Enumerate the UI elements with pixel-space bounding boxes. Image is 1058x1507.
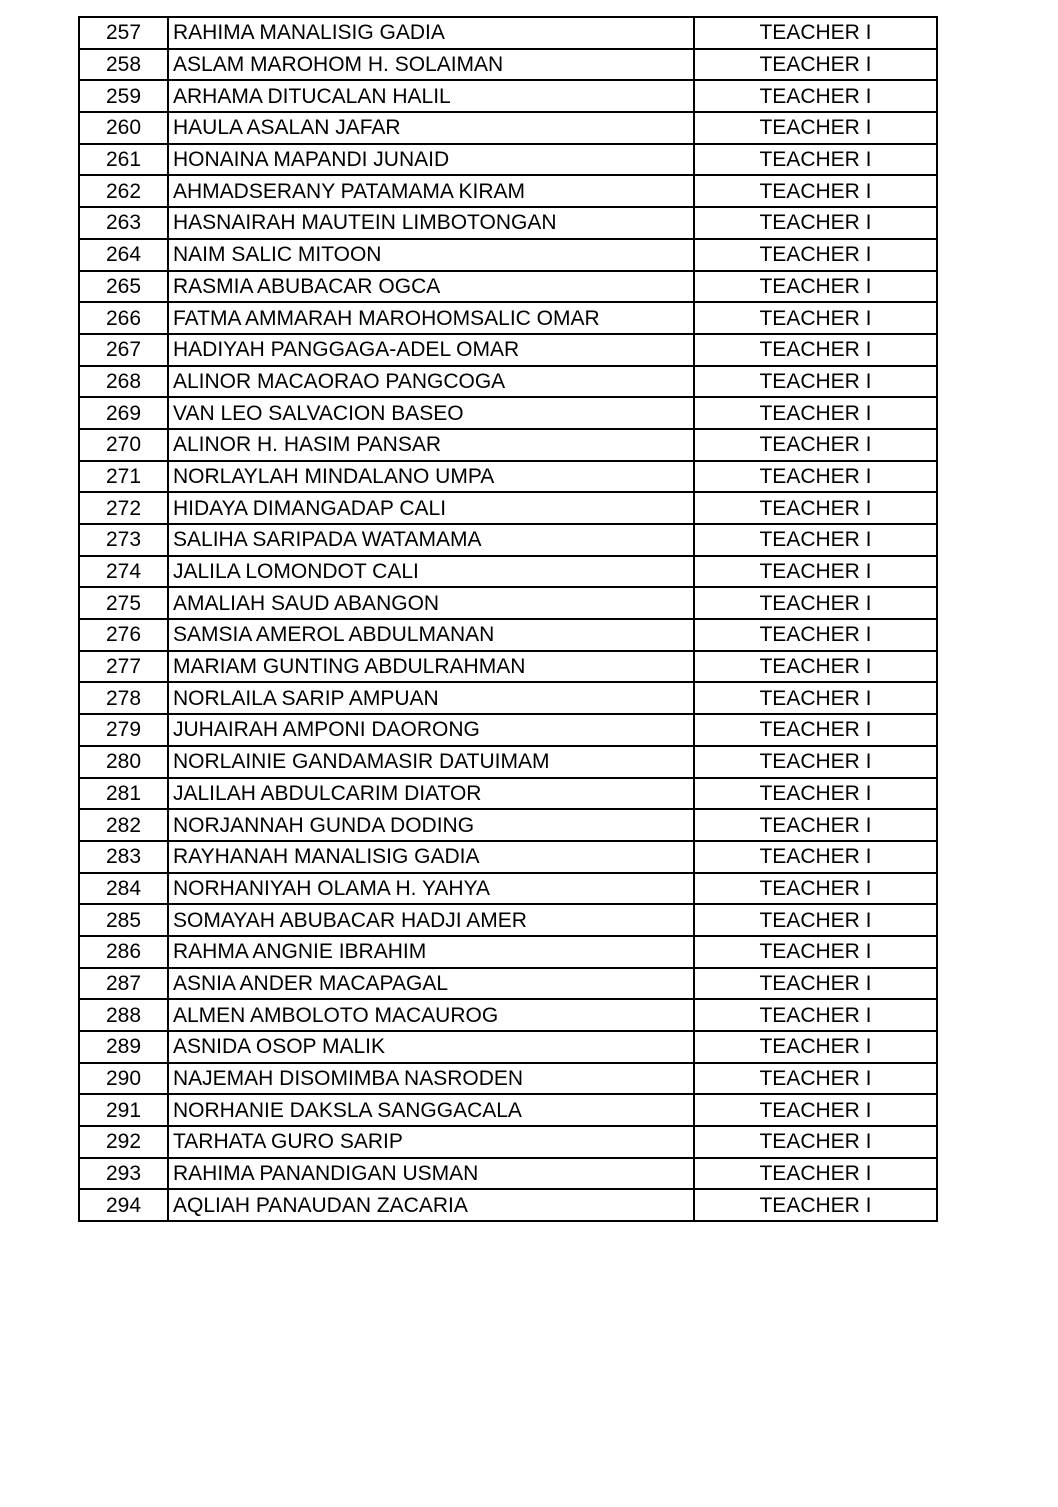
table-row xyxy=(79,841,937,873)
position-title: TEACHER I xyxy=(694,999,937,1031)
row-number: 287 xyxy=(79,968,168,1000)
position-title: TEACHER I xyxy=(694,429,937,461)
position-title: TEACHER I xyxy=(694,619,937,651)
teacher-name: RAHIMA MANALISIG GADIA xyxy=(168,17,694,49)
table-row xyxy=(79,49,937,81)
table-row xyxy=(79,524,937,556)
teacher-name: ALINOR MACAORAO PANGCOGA xyxy=(168,366,694,398)
table-row xyxy=(79,1189,937,1221)
teacher-name: SAMSIA AMEROL ABDULMANAN xyxy=(168,619,694,651)
row-number: 272 xyxy=(79,492,168,524)
table-row xyxy=(79,587,937,619)
table-row xyxy=(79,968,937,1000)
row-number: 289 xyxy=(79,1031,168,1063)
table-row xyxy=(79,1094,937,1126)
position-title: TEACHER I xyxy=(694,366,937,398)
position-title: TEACHER I xyxy=(694,587,937,619)
table-row xyxy=(79,904,937,936)
table-row xyxy=(79,1031,937,1063)
table-row xyxy=(79,809,937,841)
teacher-name: ASNIA ANDER MACAPAGAL xyxy=(168,968,694,1000)
teacher-name: NAJEMAH DISOMIMBA NASRODEN xyxy=(168,1063,694,1095)
row-number: 264 xyxy=(79,239,168,271)
position-title: TEACHER I xyxy=(694,556,937,588)
teacher-name: FATMA AMMARAH MAROHOMSALIC OMAR xyxy=(168,302,694,334)
table-row xyxy=(79,873,937,905)
row-number: 268 xyxy=(79,366,168,398)
row-number: 283 xyxy=(79,841,168,873)
table-row xyxy=(79,334,937,366)
position-title: TEACHER I xyxy=(694,334,937,366)
row-number: 281 xyxy=(79,778,168,810)
teacher-name: RAYHANAH MANALISIG GADIA xyxy=(168,841,694,873)
row-number: 261 xyxy=(79,144,168,176)
position-title: TEACHER I xyxy=(694,1126,937,1158)
row-number: 277 xyxy=(79,651,168,683)
position-title: TEACHER I xyxy=(694,904,937,936)
teacher-name: ALMEN AMBOLOTO MACAUROG xyxy=(168,999,694,1031)
row-number: 258 xyxy=(79,49,168,81)
row-number: 293 xyxy=(79,1158,168,1190)
teacher-name: VAN LEO SALVACION BASEO xyxy=(168,397,694,429)
table-row xyxy=(79,461,937,493)
table-row xyxy=(79,746,937,778)
table-row xyxy=(79,112,937,144)
row-number: 276 xyxy=(79,619,168,651)
teacher-name: HADIYAH PANGGAGA-ADEL OMAR xyxy=(168,334,694,366)
position-title: TEACHER I xyxy=(694,873,937,905)
teacher-name: RAHMA ANGNIE IBRAHIM xyxy=(168,936,694,968)
position-title: TEACHER I xyxy=(694,302,937,334)
position-title: TEACHER I xyxy=(694,80,937,112)
teacher-name: MARIAM GUNTING ABDULRAHMAN xyxy=(168,651,694,683)
table-row xyxy=(79,1158,937,1190)
teacher-name: HIDAYA DIMANGADAP CALI xyxy=(168,492,694,524)
position-title: TEACHER I xyxy=(694,112,937,144)
teacher-name: ALINOR H. HASIM PANSAR xyxy=(168,429,694,461)
position-title: TEACHER I xyxy=(694,524,937,556)
row-number: 270 xyxy=(79,429,168,461)
position-title: TEACHER I xyxy=(694,936,937,968)
row-number: 275 xyxy=(79,587,168,619)
position-title: TEACHER I xyxy=(694,271,937,303)
table-row xyxy=(79,936,937,968)
teacher-name: HONAINA MAPANDI JUNAID xyxy=(168,144,694,176)
position-title: TEACHER I xyxy=(694,17,937,49)
table-row xyxy=(79,397,937,429)
row-number: 285 xyxy=(79,904,168,936)
position-title: TEACHER I xyxy=(694,1158,937,1190)
position-title: TEACHER I xyxy=(694,714,937,746)
teacher-name: HAULA ASALAN JAFAR xyxy=(168,112,694,144)
table-row xyxy=(79,207,937,239)
teacher-name: HASNAIRAH MAUTEIN LIMBOTONGAN xyxy=(168,207,694,239)
teacher-name: ARHAMA DITUCALAN HALIL xyxy=(168,80,694,112)
row-number: 290 xyxy=(79,1063,168,1095)
row-number: 279 xyxy=(79,714,168,746)
table-row xyxy=(79,366,937,398)
table-row xyxy=(79,1126,937,1158)
table-row xyxy=(79,17,937,49)
teacher-name: AHMADSERANY PATAMAMA KIRAM xyxy=(168,175,694,207)
table-row xyxy=(79,999,937,1031)
table-row xyxy=(79,429,937,461)
position-title: TEACHER I xyxy=(694,492,937,524)
teacher-list-table xyxy=(78,16,938,1222)
position-title: TEACHER I xyxy=(694,239,937,271)
table-row xyxy=(79,271,937,303)
position-title: TEACHER I xyxy=(694,809,937,841)
row-number: 263 xyxy=(79,207,168,239)
teacher-name: JUHAIRAH AMPONI DAORONG xyxy=(168,714,694,746)
teacher-name: ASNIDA OSOP MALIK xyxy=(168,1031,694,1063)
row-number: 273 xyxy=(79,524,168,556)
position-title: TEACHER I xyxy=(694,175,937,207)
position-title: TEACHER I xyxy=(694,968,937,1000)
table-row xyxy=(79,778,937,810)
position-title: TEACHER I xyxy=(694,1189,937,1221)
teacher-name: NORLAILA SARIP AMPUAN xyxy=(168,682,694,714)
teacher-name: RASMIA ABUBACAR OGCA xyxy=(168,271,694,303)
row-number: 262 xyxy=(79,175,168,207)
position-title: TEACHER I xyxy=(694,207,937,239)
table-row xyxy=(79,556,937,588)
table-row xyxy=(79,1063,937,1095)
teacher-name: SALIHA SARIPADA WATAMAMA xyxy=(168,524,694,556)
row-number: 292 xyxy=(79,1126,168,1158)
teacher-name: JALILA LOMONDOT CALI xyxy=(168,556,694,588)
table-body xyxy=(79,17,937,1221)
teacher-name: NORHANIYAH OLAMA H. YAHYA xyxy=(168,873,694,905)
position-title: TEACHER I xyxy=(694,1094,937,1126)
position-title: TEACHER I xyxy=(694,397,937,429)
position-title: TEACHER I xyxy=(694,746,937,778)
row-number: 294 xyxy=(79,1189,168,1221)
position-title: TEACHER I xyxy=(694,1063,937,1095)
row-number: 284 xyxy=(79,873,168,905)
row-number: 260 xyxy=(79,112,168,144)
table-row xyxy=(79,239,937,271)
row-number: 286 xyxy=(79,936,168,968)
table-row xyxy=(79,619,937,651)
table-row xyxy=(79,144,937,176)
position-title: TEACHER I xyxy=(694,49,937,81)
table-row xyxy=(79,302,937,334)
teacher-name: NAIM SALIC MITOON xyxy=(168,239,694,271)
table-row xyxy=(79,175,937,207)
table-row xyxy=(79,492,937,524)
row-number: 274 xyxy=(79,556,168,588)
row-number: 280 xyxy=(79,746,168,778)
teacher-name: NORHANIE DAKSLA SANGGACALA xyxy=(168,1094,694,1126)
row-number: 271 xyxy=(79,461,168,493)
row-number: 288 xyxy=(79,999,168,1031)
table-row xyxy=(79,80,937,112)
table-row xyxy=(79,682,937,714)
teacher-name: NORLAYLAH MINDALANO UMPA xyxy=(168,461,694,493)
position-title: TEACHER I xyxy=(694,144,937,176)
row-number: 259 xyxy=(79,80,168,112)
teacher-name: NORLAINIE GANDAMASIR DATUIMAM xyxy=(168,746,694,778)
row-number: 267 xyxy=(79,334,168,366)
row-number: 257 xyxy=(79,17,168,49)
row-number: 291 xyxy=(79,1094,168,1126)
table-row xyxy=(79,714,937,746)
position-title: TEACHER I xyxy=(694,778,937,810)
row-number: 266 xyxy=(79,302,168,334)
teacher-name: AMALIAH SAUD ABANGON xyxy=(168,587,694,619)
row-number: 282 xyxy=(79,809,168,841)
teacher-name: NORJANNAH GUNDA DODING xyxy=(168,809,694,841)
table-row xyxy=(79,651,937,683)
position-title: TEACHER I xyxy=(694,841,937,873)
teacher-name: AQLIAH PANAUDAN ZACARIA xyxy=(168,1189,694,1221)
teacher-name: ASLAM MAROHOM H. SOLAIMAN xyxy=(168,49,694,81)
teacher-name: SOMAYAH ABUBACAR HADJI AMER xyxy=(168,904,694,936)
position-title: TEACHER I xyxy=(694,1031,937,1063)
position-title: TEACHER I xyxy=(694,461,937,493)
teacher-name: JALILAH ABDULCARIM DIATOR xyxy=(168,778,694,810)
teacher-name: TARHATA GURO SARIP xyxy=(168,1126,694,1158)
position-title: TEACHER I xyxy=(694,682,937,714)
row-number: 265 xyxy=(79,271,168,303)
row-number: 269 xyxy=(79,397,168,429)
teacher-name: RAHIMA PANANDIGAN USMAN xyxy=(168,1158,694,1190)
position-title: TEACHER I xyxy=(694,651,937,683)
row-number: 278 xyxy=(79,682,168,714)
